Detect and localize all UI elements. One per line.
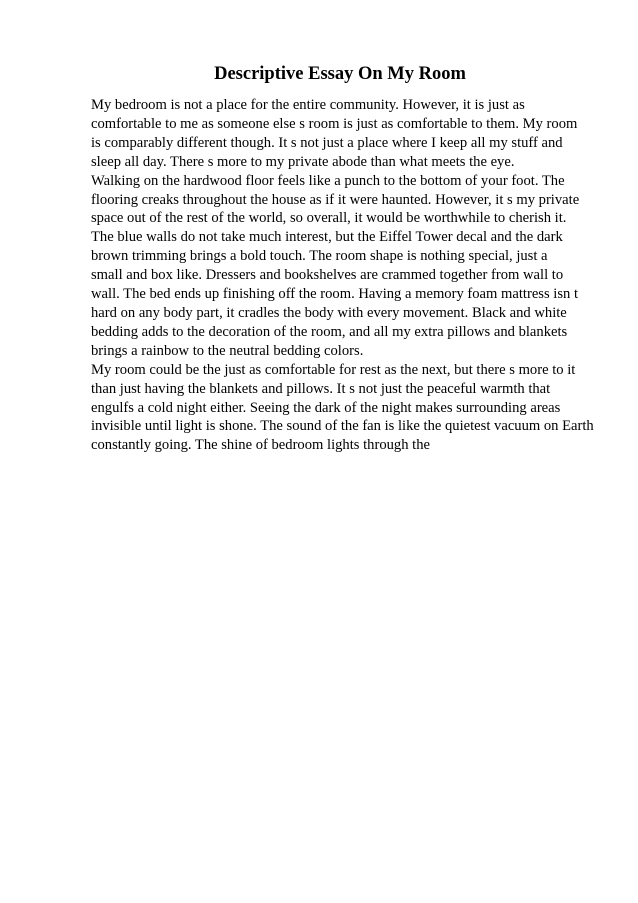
essay-line: wall. The bed ends up finishing off the room. Having a memory foam mattress isn t [91, 286, 579, 303]
essay-title: Descriptive Essay On My Room [214, 64, 466, 84]
essay-line: is comparably different though. It s not just a place where I keep all my stuff and [91, 134, 563, 151]
essay-line: My room could be the just as comfortable for rest as the next, but there s more to it [91, 361, 576, 378]
essay-line: engulfs a cold night either. Seeing the dark of the night makes surrounding areas [91, 399, 561, 416]
essay-line: bedding adds to the decoration of the room, and all my extra pillows and blankets [91, 323, 568, 340]
essay-line: Walking on the hardwood floor feels like a punch to the bottom of your foot. The [91, 172, 565, 189]
essay-line: brings a rainbow to the neutral bedding colors. [91, 342, 364, 359]
essay-body [91, 96, 601, 455]
essay-line: constantly going. The shine of bedroom lights through the [91, 437, 430, 454]
essay-line: brown trimming brings a bold touch. The room shape is nothing special, just a [91, 248, 548, 265]
essay-line: flooring creaks throughout the house as if it were haunted. However, it s my private [91, 191, 580, 208]
essay-line: comfortable to me as someone else s room is just as comfortable to them. My room [91, 115, 578, 132]
essay-line: than just having the blankets and pillows. It s not just the peaceful warmth that [91, 380, 551, 397]
essay-line: sleep all day. There s more to my private abode than what meets the eye. [91, 153, 515, 170]
essay-line: invisible until light is shone. The sound of the fan is like the quietest vacuum on Earth [91, 418, 594, 435]
essay-line: hard on any body part, it cradles the body with every movement. Black and white [91, 304, 567, 321]
essay-line: The blue walls do not take much interest, but the Eiffel Tower decal and the dark [91, 229, 563, 246]
essay-line: space out of the rest of the world, so overall, it would be worthwhile to cherish it. [91, 210, 567, 227]
essay-line: small and box like. Dressers and bookshelves are crammed together from wall to [91, 267, 564, 284]
essay-line: My bedroom is not a place for the entire community. However, it is just as [91, 97, 525, 113]
